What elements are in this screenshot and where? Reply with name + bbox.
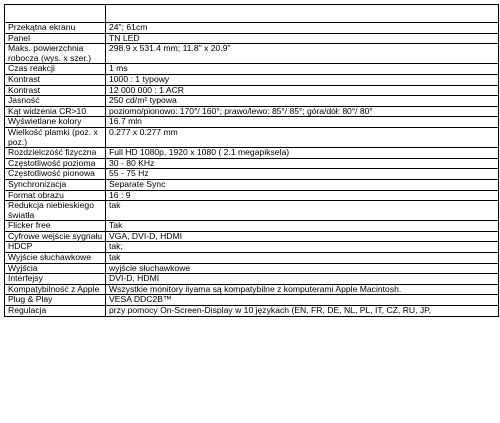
row-value: 298.9 x 531.4 mm; 11.8" x 20.9" [106,44,499,64]
row-label: Rozdzielczość fizyczna [5,148,106,159]
row-label: Redukcja niebieskiego światła [5,201,106,221]
row-value: Separate Sync [106,179,499,190]
row-label: Kontrast [5,85,106,96]
table-row [5,179,499,190]
row-value: 16.7 mln [106,117,499,128]
table-row [5,306,499,317]
row-value: Wszystkie monitory iiyama są kompatybilne z komputerami Apple Macintosh. [106,284,499,295]
row-label: Przekątna ekranu [5,23,106,34]
row-label: Kąt widzenia CR>10 [5,106,106,117]
row-label: Częstotliwość pozioma [5,158,106,169]
row-value: DVI-D, HDMI [106,274,499,285]
row-label: Wielkość plamki (poz. x poz.) [5,127,106,147]
table-row [5,106,499,117]
row-value: tak [106,253,499,264]
row-label: Cyfrowe wejście sygnału [5,231,106,242]
row-value: 24"; 61cm [106,23,499,34]
table-row [5,284,499,295]
row-value: 250 cd/m² typowa [106,96,499,107]
header-label-cell [5,5,106,23]
table-row [5,127,499,147]
row-value: 55 - 75 Hz [106,169,499,180]
row-label: Czas reakcji [5,64,106,75]
row-label: Interfejsy [5,274,106,285]
row-value: poziomo/pionowo: 170°/ 160°; prawo/lewo: 85°/ 85°; góra/dół: 80°/ 80° [106,106,499,117]
table-row [5,190,499,201]
row-label: Kompatybilność z Apple [5,284,106,295]
row-label: Synchronizacja [5,179,106,190]
row-value: TN LED [106,33,499,44]
row-label: Jasność [5,96,106,107]
row-value: VGA, DVI-D, HDMI [106,231,499,242]
row-label: Maks. powierzchnia robocza (wys. x szer.) [5,44,106,64]
row-value: 16 : 9 [106,190,499,201]
table-row [5,201,499,221]
table-row [5,85,499,96]
table-row [5,263,499,274]
row-value: 1 ms [106,64,499,75]
row-value: wyjście słuchawkowe [106,263,499,274]
table-row [5,221,499,232]
row-label: Panel [5,33,106,44]
table-row [5,33,499,44]
table-row [5,231,499,242]
table-row [5,295,499,306]
table-row [5,158,499,169]
table-row [5,23,499,34]
table-row [5,64,499,75]
row-label: Plug & Play [5,295,106,306]
table-header-row [5,5,499,23]
row-value: Full HD 1080p, 1920 x 1080 ( 2.1 megapiksela) [106,148,499,159]
table-row [5,148,499,159]
table-row [5,242,499,253]
row-label: Wyjścia [5,263,106,274]
row-label: Format obrazu [5,190,106,201]
spec-table [4,4,499,317]
table-row [5,274,499,285]
row-value: 12 000 000 : 1 ACR [106,85,499,96]
table-row [5,96,499,107]
row-value: 1000 : 1 typowy [106,74,499,85]
row-label: Wyjście słuchawkowe [5,253,106,264]
row-value: Tak [106,221,499,232]
row-label: Kontrast [5,74,106,85]
table-row [5,74,499,85]
table-row [5,169,499,180]
row-value: tak; [106,242,499,253]
row-value: 30 - 80 KHz [106,158,499,169]
row-value: przy pomocy On-Screen-Display w 10 językach (EN, FR, DE, NL, PL, IT, CZ, RU, JP, [106,306,499,317]
table-row [5,253,499,264]
row-label: HDCP [5,242,106,253]
table-row [5,117,499,128]
row-label: Regulacja [5,306,106,317]
table-row [5,44,499,64]
row-label: Wyświetlane kolory [5,117,106,128]
row-label: Flicker free [5,221,106,232]
row-label: Częstotliwość pionowa [5,169,106,180]
row-value: VESA DDC2B™ [106,295,499,306]
row-value: tak [106,201,499,221]
header-value-cell [106,5,499,23]
row-value: 0.277 x 0.277 mm [106,127,499,147]
